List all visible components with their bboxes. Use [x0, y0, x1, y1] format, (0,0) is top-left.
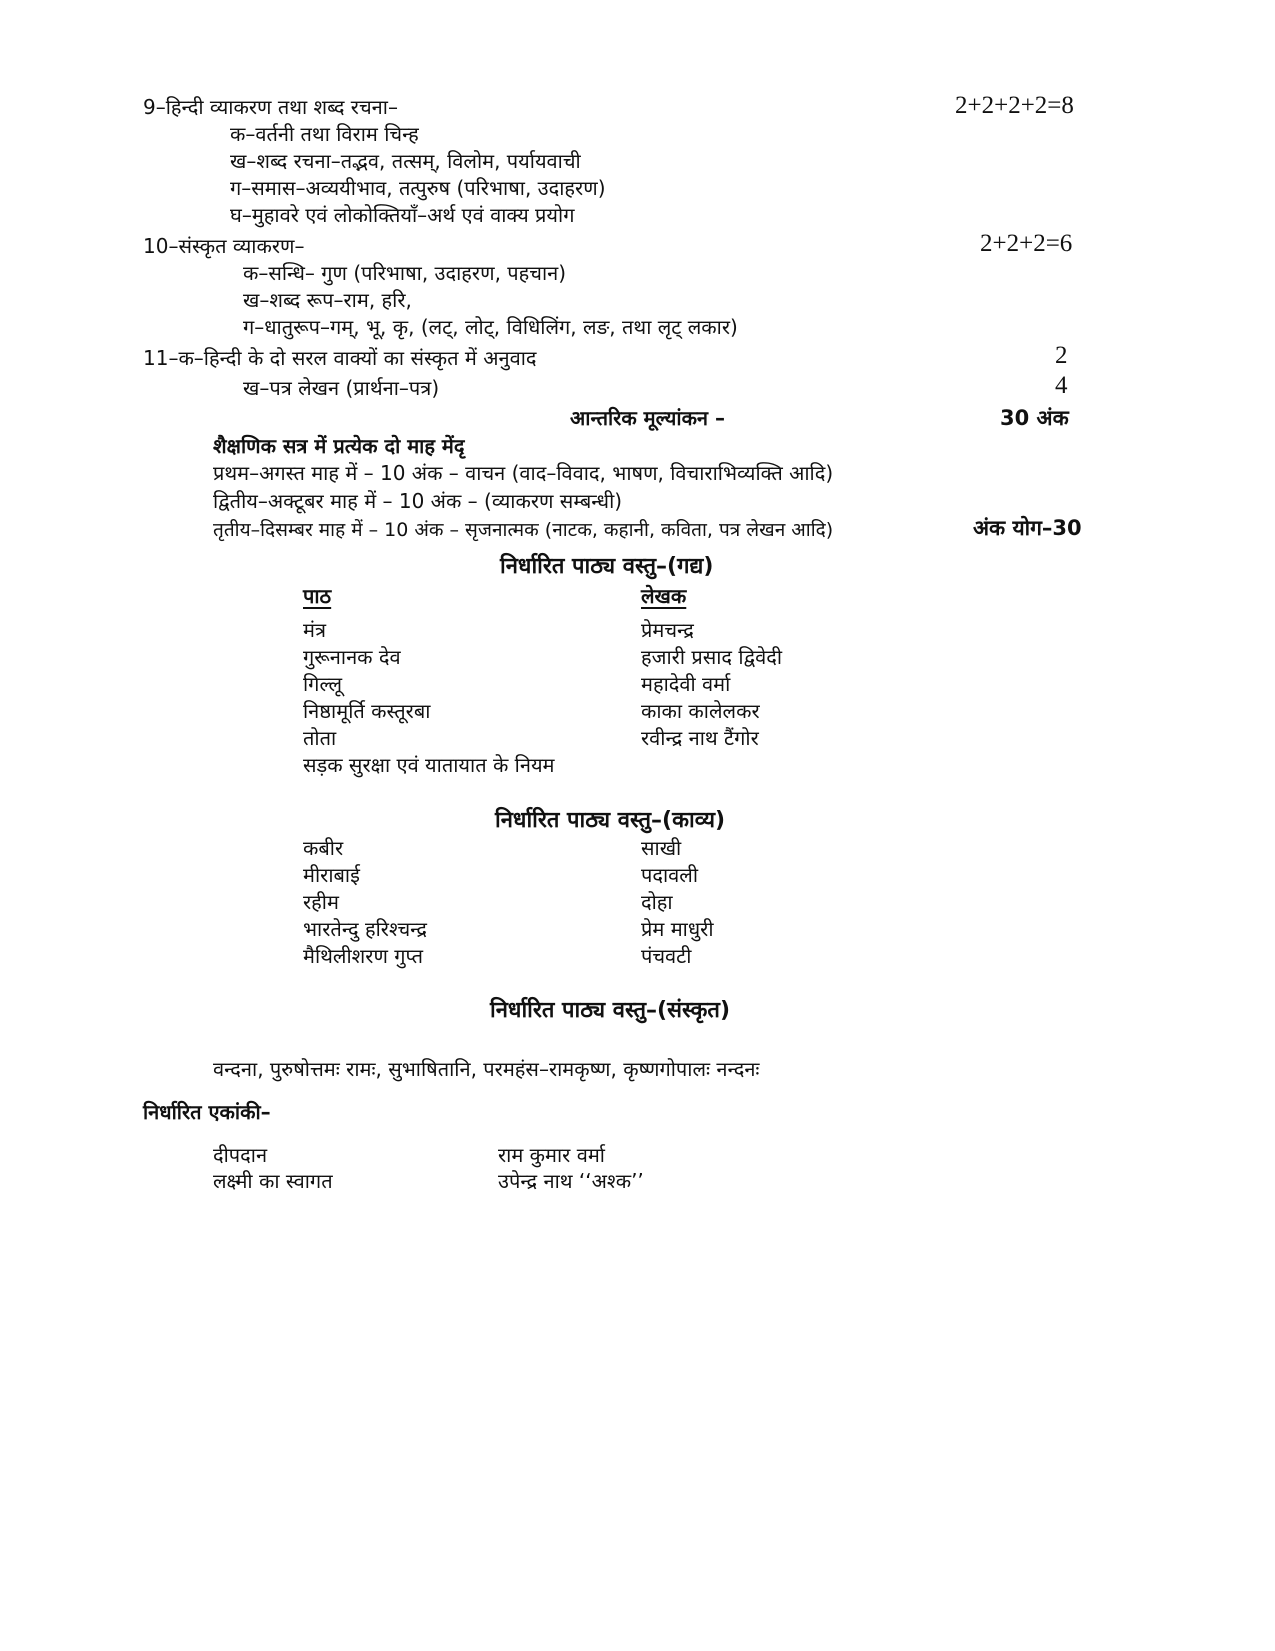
poetry-poet: मीराबाई [303, 863, 360, 887]
poetry-poet: भारतेन्दु हरिश्चन्द्र [303, 917, 427, 941]
q11-item-b: ख–पत्र लेखन (प्रार्थना–पत्र) [243, 376, 440, 400]
internal-line: द्वितीय–अक्टूबर माह में – 10 अंक – (व्याकरण सम्बन्धी) [213, 489, 623, 513]
q9-marks: 2+2+2+2=8 [955, 92, 1074, 119]
prose-author: महादेवी वर्मा [641, 672, 731, 696]
prose-lesson: निष्ठामूर्ति कस्तूरबा [303, 699, 431, 723]
q11-marks-b: 4 [1055, 372, 1068, 399]
poetry-work: प्रेम माधुरी [641, 917, 714, 941]
poetry-heading: निर्धारित पाठ्य वस्तु–(काव्य) [495, 808, 726, 833]
prose-lesson: गिल्लू [303, 672, 343, 696]
q9-item: क–वर्तनी तथा विराम चिन्ह [230, 122, 419, 146]
q9-item: ग–समास–अव्ययीभाव, तत्पुरुष (परिभाषा, उदाहरण) [230, 176, 606, 200]
prose-author: काका कालेलकर [641, 699, 760, 723]
ekanki-author: राम कुमार वर्मा [498, 1143, 605, 1167]
prose-heading: निर्धारित पाठ्य वस्तु–(गद्य) [500, 554, 714, 579]
q11-item-a: 11–क–हिन्दी के दो सरल वाक्यों का संस्कृत में अनुवाद [143, 346, 537, 370]
q11-marks-a: 2 [1055, 342, 1068, 369]
ekanki-title: दीपदान [213, 1143, 268, 1167]
q10-item: क–सन्धि– गुण (परिभाषा, उदाहरण, पहचान) [243, 261, 567, 285]
sanskrit-heading: निर्धारित पाठ्य वस्तु–(संस्कृत) [490, 998, 731, 1023]
q9-item: ख–शब्द रचना–तद्भव, तत्सम्, विलोम, पर्यायवाची [230, 149, 581, 173]
sanskrit-lessons: वन्दना, पुरुषोत्तमः रामः, सुभाषितानि, परमहंस–रामकृष्ण, कृष्णगोपालः नन्दनः [213, 1057, 760, 1081]
poetry-work: पंचवटी [641, 944, 692, 968]
poetry-work: पदावली [641, 863, 699, 887]
prose-lesson: मंत्र [303, 618, 326, 642]
prose-col2-header: लेखक [641, 584, 687, 608]
q10-item: ख–शब्द रूप–राम, हरि, [243, 288, 412, 312]
internal-total: अंक योग–30 [973, 516, 1082, 540]
q10-item: ग–धातुरूप–गम्, भू, कृ, (लट्, लोट्, विधिलिंग, लङ, तथा लृट् लकार) [243, 315, 738, 339]
prose-lesson: गुरूनानक देव [303, 645, 401, 669]
q9-item: घ–मुहावरे एवं लोकोक्तियाँ–अर्थ एवं वाक्य प्रयोग [230, 203, 575, 227]
ekanki-author: उपेन्द्र नाथ ‘‘अश्क’’ [498, 1169, 644, 1193]
ekanki-title: लक्ष्मी का स्वागत [213, 1169, 333, 1193]
internal-marks: 30 अंक [1000, 406, 1069, 430]
prose-author: रवीन्द्र नाथ टैंगोर [641, 726, 759, 750]
poetry-work: साखी [641, 836, 682, 860]
prose-author: हजारी प्रसाद द्विवेदी [641, 645, 783, 669]
poetry-poet: रहीम [303, 890, 339, 914]
internal-title: आन्तरिक मूल्यांकन – [570, 406, 725, 430]
poetry-poet: मैथिलीशरण गुप्त [303, 944, 424, 968]
internal-line: प्रथम–अगस्त माह में – 10 अंक – वाचन (वाद–विवाद, भाषण, विचाराभिव्यक्ति आदि) [213, 461, 834, 485]
poetry-poet: कबीर [303, 836, 344, 860]
internal-subtitle: शैक्षणिक सत्र में प्रत्येक दो माह मेंदृ [213, 434, 465, 458]
prose-author: प्रेमचन्द्र [641, 618, 694, 642]
prose-col1-header: पाठ [303, 584, 332, 608]
internal-line: तृतीय–दिसम्बर माह में – 10 अंक – सृजनात्मक (नाटक, कहानी, कविता, पत्र लेखन आदि) [213, 519, 834, 541]
q10-marks: 2+2+2=6 [980, 230, 1073, 257]
q10-title: 10–संस्कृत व्याकरण– [143, 234, 305, 258]
prose-lesson: सड़क सुरक्षा एवं यातायात के नियम [303, 753, 555, 777]
poetry-work: दोहा [641, 890, 673, 914]
ekanki-heading: निर्धारित एकांकी– [143, 1100, 271, 1124]
q9-title: 9–हिन्दी व्याकरण तथा शब्द रचना– [143, 95, 398, 119]
prose-lesson: तोता [303, 726, 337, 750]
